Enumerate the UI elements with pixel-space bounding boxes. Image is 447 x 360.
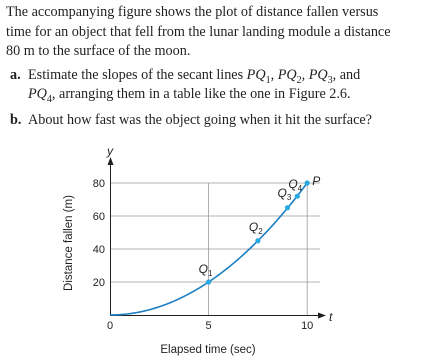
point-p xyxy=(305,180,310,185)
y-axis-arrow xyxy=(108,157,114,165)
part-b-label: b. xyxy=(10,111,22,128)
point-label-p: P xyxy=(312,174,321,188)
problem-text xyxy=(6,3,444,130)
point-q3 xyxy=(285,205,290,210)
x-axis-letter: t xyxy=(329,310,333,324)
point-q1 xyxy=(206,279,211,284)
part-a-line1-end: , and xyxy=(332,66,361,83)
intro-line-1: The accompanying figure shows the plot of distance fallen versus xyxy=(6,4,379,20)
y-tick-label: 20 xyxy=(92,277,105,289)
x-axis-arrow xyxy=(318,313,326,319)
y-tick-label: 80 xyxy=(92,178,105,190)
point-label-q3: $Q_3$ xyxy=(277,185,292,202)
y-tick-label: 40 xyxy=(92,244,105,256)
part-b xyxy=(6,111,444,131)
problem-intro xyxy=(6,3,444,62)
x-tick-label: 0 xyxy=(106,320,114,332)
intro-line-3: 80 m to the surface of the moon. xyxy=(6,43,191,59)
part-a-label: a. xyxy=(10,66,21,83)
y-axis-letter: y xyxy=(107,144,113,158)
x-axis-label: Elapsed time (sec) xyxy=(160,344,256,356)
point-label-q1: $Q_1$ xyxy=(198,262,213,278)
secant-pq1: $PQ_1$, xyxy=(246,66,275,86)
part-a-text: Estimate the slopes of the secant lines xyxy=(28,66,244,83)
intro-line-2: time for an object that fell from the lunar landing module a distance xyxy=(6,23,391,40)
part-a xyxy=(6,66,444,105)
y-axis-label: Distance fallen (m) xyxy=(63,195,75,291)
x-tick-label: 5 xyxy=(205,320,212,332)
secant-pq4: $PQ_4$ xyxy=(28,86,52,105)
x-tick-label: 10 xyxy=(301,320,314,332)
point-label-q2: $Q_2$ xyxy=(248,219,263,236)
secant-pq2: $PQ_2$, xyxy=(277,66,306,86)
point-label-q4: $Q_4$ xyxy=(288,177,303,194)
y-tick-label: 60 xyxy=(92,211,105,223)
point-q4 xyxy=(295,194,300,199)
part-b-text: About how fast was the object going when it hit the surface? xyxy=(28,111,372,128)
point-q2 xyxy=(255,238,260,243)
secant-pq3: $PQ_3$ xyxy=(308,66,333,86)
distance-time-chart xyxy=(0,140,447,360)
chart-grid xyxy=(110,183,320,315)
part-a-line2: , arranging them in a table like the one in Figure 2.6. xyxy=(51,86,351,102)
